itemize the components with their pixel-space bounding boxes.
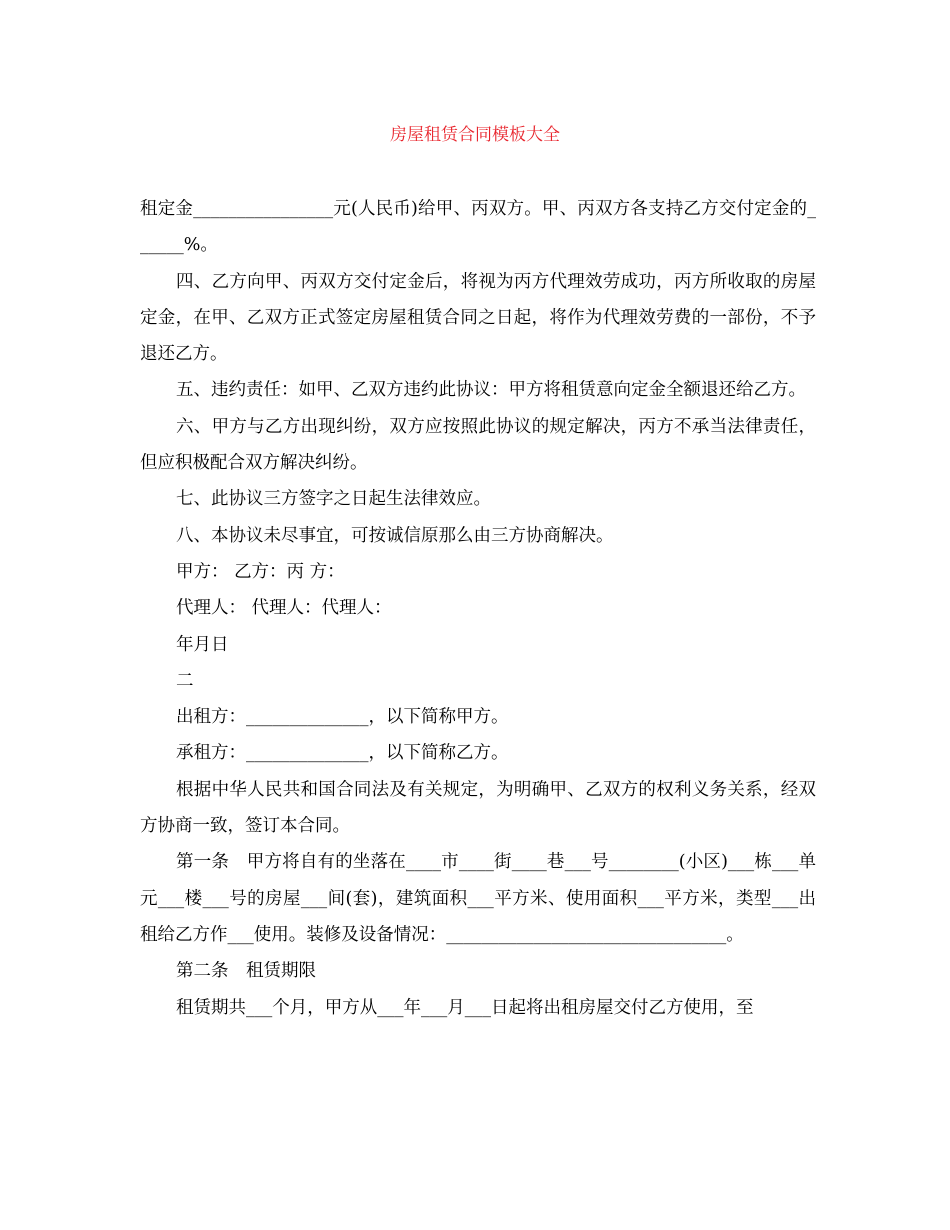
paragraph-lease-term: 租赁期共___个月，甲方从___年___月___日起将出租房屋交付乙方使用，至 (176, 997, 754, 1018)
signature-date: 年月日 (176, 634, 229, 655)
lessor-line: 出租方：______________，以下简称甲方。 (176, 707, 509, 728)
signature-agents: 代理人： 代理人：代理人： (176, 598, 392, 619)
signature-parties: 甲方： 乙方：丙 方： (176, 561, 345, 582)
paragraph-article-1: 第一条 甲方将自有的坐落在____市____街____巷___号________(小区)___栋___单元___楼___号的房屋___间(套)，建筑面积___平方米、使用面积___平方米，类型___出租给乙方作___使用。装修及设备情况：________________________________。 (140, 852, 816, 945)
paragraph-clause-7: 七、此协议三方签字之日起生法律效应。 (176, 489, 491, 510)
paragraph-clause-6: 六、甲方与乙方出现纠纷，双方应按照此协议的规定解决，丙方不承当法律责任，但应积极配合双方解决纠纷。 (140, 416, 816, 474)
paragraph-deposit: 租定金________________元(人民币)给甲、丙双方。甲、丙双方各支持乙方交付定金的______%。 (140, 199, 816, 256)
section-number: 二 (176, 670, 194, 691)
document-title: 房屋租赁合同模板大全 (390, 125, 560, 145)
paragraph-clause-4: 四、乙方向甲、丙双方交付定金后，将视为丙方代理效劳成功，丙方所收取的房屋定金，在甲、乙双方正式签定房屋租赁合同之日起，将作为代理效劳费的一部份，不予退还乙方。 (140, 271, 816, 365)
heading-article-2: 第二条 租赁期限 (176, 961, 316, 982)
lessee-line: 承租方：______________，以下简称乙方。 (176, 743, 509, 764)
paragraph-clause-8: 八、本协议未尽事宜，可按诚信原那么由三方协商解决。 (176, 525, 614, 546)
paragraph-clause-5: 五、违约责任：如甲、乙双方违约此协议：甲方将租赁意向定金全额退还给乙方。 (176, 380, 806, 401)
document-body (140, 191, 816, 1026)
paragraph-preamble: 根据中华人民共和国合同法及有关规定，为明确甲、乙双方的权利义务关系，经双方协商一致，签订本合同。 (140, 779, 816, 837)
